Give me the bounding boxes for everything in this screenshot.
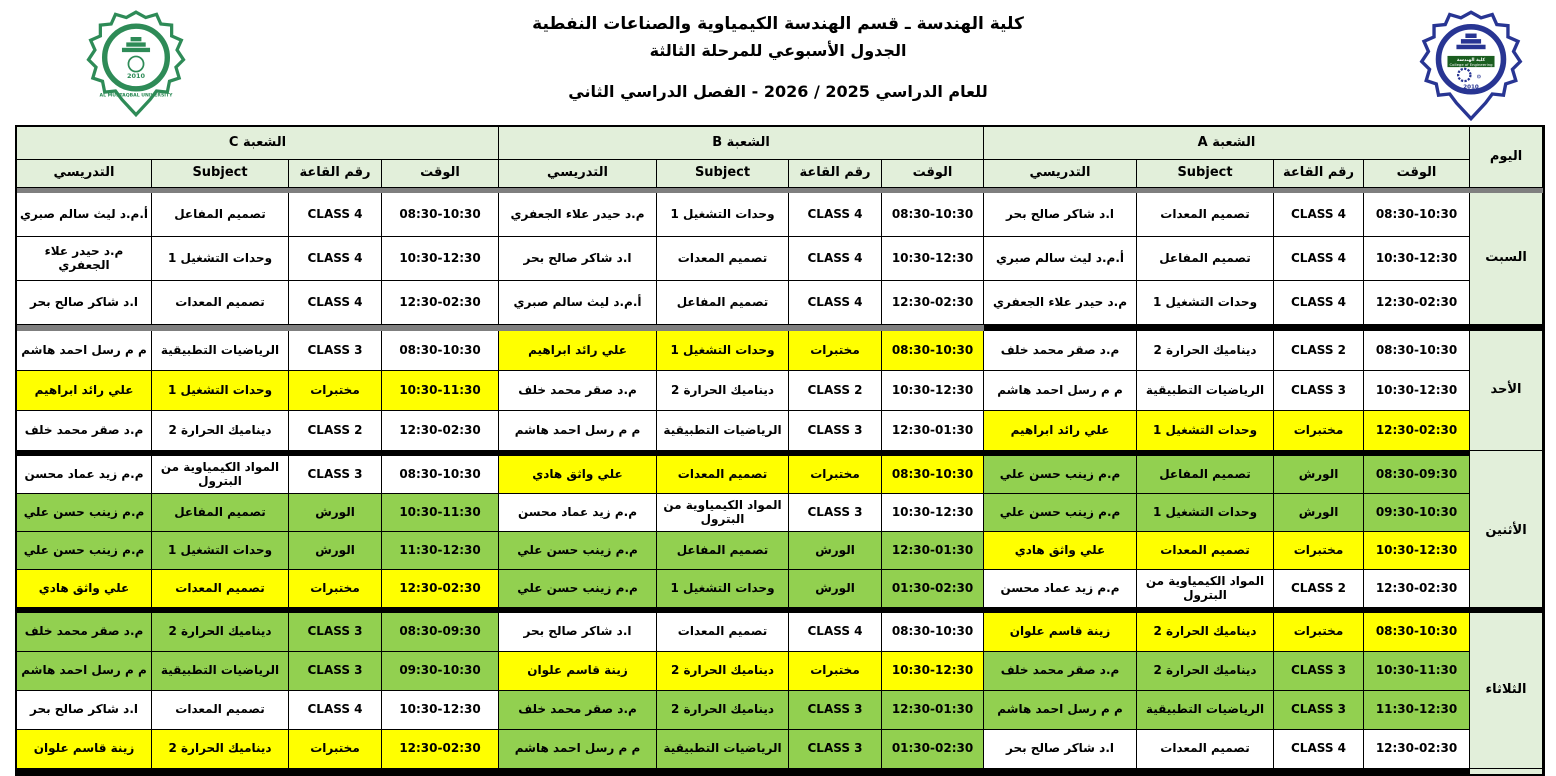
room-cell: CLASS 3	[289, 652, 382, 691]
time-cell: 12:30-02:30	[382, 570, 499, 608]
teacher-cell: ا.د شاكر صالح بحر	[499, 613, 657, 652]
subject-cell: وحدات التشغيل 1	[1137, 411, 1274, 451]
day-cell-sunday: الأحد	[1470, 331, 1543, 451]
time-cell: 08:30-10:30	[382, 193, 499, 237]
subject-cell: الرياضيات التطبيقية	[1137, 371, 1274, 411]
subject-cell: وحدات التشغيل 1	[152, 532, 289, 570]
room-cell: CLASS 4	[289, 691, 382, 730]
time-cell: 09:30-10:30	[1364, 494, 1470, 532]
subject-cell: الرياضيات التطبيقية	[1137, 691, 1274, 730]
time-cell: 08:30-10:30	[882, 456, 984, 494]
column-header-time: الوقت	[382, 160, 499, 188]
subject-cell: الرياضيات التطبيقية	[657, 730, 789, 769]
day-cell-monday: الأثنين	[1470, 456, 1543, 608]
column-header-teacher: التدريسي	[499, 160, 657, 188]
teacher-cell: ا.د شاكر صالح بحر	[984, 193, 1137, 237]
teacher-cell: زينة قاسم علوان	[984, 613, 1137, 652]
teacher-cell: علي رائد ابراهيم	[499, 331, 657, 371]
room-cell: مختبرات	[1274, 532, 1364, 570]
room-cell: CLASS 3	[289, 613, 382, 652]
room-cell: مختبرات	[289, 570, 382, 608]
teacher-cell: م م رسل احمد هاشم	[984, 371, 1137, 411]
room-cell: CLASS 3	[789, 494, 882, 532]
room-cell: الورش	[289, 532, 382, 570]
room-cell: CLASS 3	[1274, 371, 1364, 411]
room-cell: الورش	[1274, 456, 1364, 494]
teacher-cell: م م رسل احمد هاشم	[499, 411, 657, 451]
room-cell: الورش	[789, 570, 882, 608]
time-cell: 10:30-12:30	[1364, 532, 1470, 570]
subject-cell: ديناميك الحرارة 2	[657, 652, 789, 691]
teacher-cell: م.د حيدر علاء الجعفري	[984, 281, 1137, 325]
subject-cell: وحدات التشغيل 1	[152, 371, 289, 411]
time-cell: 12:30-02:30	[382, 281, 499, 325]
teacher-cell: م.م زينب حسن علي	[984, 456, 1137, 494]
teacher-cell: م.د صقر محمد خلف	[984, 652, 1137, 691]
teacher-cell: أ.م.د ليث سالم صبري	[984, 237, 1137, 281]
room-cell: CLASS 3	[1274, 652, 1364, 691]
time-cell: 10:30-11:30	[382, 371, 499, 411]
room-cell: CLASS 4	[789, 613, 882, 652]
column-header-room: رقم القاعة	[289, 160, 382, 188]
time-cell: 10:30-12:30	[1364, 371, 1470, 411]
subject-cell: ديناميك الحرارة 2	[1137, 652, 1274, 691]
separator	[1470, 769, 1543, 774]
subject-cell: ديناميك الحرارة 2	[1137, 613, 1274, 652]
teacher-cell: زينة قاسم علوان	[499, 652, 657, 691]
room-cell: مختبرات	[1274, 613, 1364, 652]
teacher-cell: أ.م.د ليث سالم صبري	[17, 193, 152, 237]
room-cell: CLASS 4	[789, 193, 882, 237]
time-cell: 10:30-12:30	[882, 371, 984, 411]
subject-cell: ديناميك الحرارة 2	[152, 613, 289, 652]
separator	[17, 769, 1470, 774]
subject-cell: تصميم المعدات	[152, 691, 289, 730]
room-cell: CLASS 4	[1274, 237, 1364, 281]
time-cell: 12:30-02:30	[1364, 411, 1470, 451]
subject-cell: وحدات التشغيل 1	[1137, 281, 1274, 325]
teacher-cell: م.م زينب حسن علي	[499, 570, 657, 608]
time-cell: 10:30-12:30	[882, 494, 984, 532]
room-cell: CLASS 3	[289, 456, 382, 494]
time-cell: 12:30-02:30	[1364, 281, 1470, 325]
teacher-cell: م.د حيدر علاء الجعفري	[499, 193, 657, 237]
section-header-a: الشعبة A	[984, 127, 1470, 160]
time-cell: 10:30-12:30	[382, 691, 499, 730]
logo-year: 2010	[1463, 84, 1479, 91]
room-cell: الورش	[289, 494, 382, 532]
room-cell: مختبرات	[289, 371, 382, 411]
subject-cell: تصميم المفاعل	[152, 494, 289, 532]
room-cell: CLASS 3	[789, 730, 882, 769]
time-cell: 12:30-01:30	[882, 411, 984, 451]
subject-cell: المواد الكيمياوية من البترول	[1137, 570, 1274, 608]
teacher-cell: ا.د شاكر صالح بحر	[17, 691, 152, 730]
time-cell: 10:30-11:30	[1364, 652, 1470, 691]
subject-cell: تصميم المعدات	[152, 570, 289, 608]
teacher-cell: م.د صقر محمد خلف	[17, 613, 152, 652]
subject-cell: تصميم المعدات	[1137, 532, 1274, 570]
room-cell: CLASS 4	[1274, 193, 1364, 237]
room-cell: مختبرات	[789, 652, 882, 691]
time-cell: 08:30-09:30	[382, 613, 499, 652]
teacher-cell: م.د صقر محمد خلف	[984, 331, 1137, 371]
time-cell: 12:30-01:30	[882, 691, 984, 730]
subject-cell: وحدات التشغيل 1	[657, 331, 789, 371]
subject-cell: تصميم المعدات	[152, 281, 289, 325]
teacher-cell: م.د صقر محمد خلف	[499, 371, 657, 411]
room-cell: CLASS 4	[289, 193, 382, 237]
subject-cell: الرياضيات التطبيقية	[152, 652, 289, 691]
teacher-cell: م.م زيد عماد محسن	[499, 494, 657, 532]
column-header-subject: Subject	[1137, 160, 1274, 188]
teacher-cell: م م رسل احمد هاشم	[17, 331, 152, 371]
teacher-cell: م م رسل احمد هاشم	[984, 691, 1137, 730]
time-cell: 08:30-10:30	[1364, 331, 1470, 371]
section-header-c: الشعبة C	[17, 127, 499, 160]
teacher-cell: م.م زيد عماد محسن	[17, 456, 152, 494]
day-cell-tuesday: الثلاثاء	[1470, 613, 1543, 769]
time-cell: 12:30-02:30	[1364, 570, 1470, 608]
teacher-cell: ا.د شاكر صالح بحر	[984, 730, 1137, 769]
logo-year: 2010	[126, 72, 146, 81]
room-cell: CLASS 4	[789, 237, 882, 281]
time-cell: 12:30-02:30	[382, 730, 499, 769]
subject-cell: تصميم المعدات	[1137, 193, 1274, 237]
subject-cell: تصميم المعدات	[1137, 730, 1274, 769]
time-cell: 01:30-02:30	[882, 730, 984, 769]
title-line-3: للعام الدراسي 2025 / 2026 - الفصل الدراسي الثاني	[568, 82, 988, 101]
time-cell: 09:30-10:30	[382, 652, 499, 691]
room-cell: مختبرات	[1274, 411, 1364, 451]
room-cell: CLASS 4	[1274, 730, 1364, 769]
teacher-cell: علي واثق هادي	[17, 570, 152, 608]
teacher-cell: م م رسل احمد هاشم	[499, 730, 657, 769]
subject-cell: ديناميك الحرارة 2	[657, 691, 789, 730]
teacher-cell: أ.م.د ليث سالم صبري	[499, 281, 657, 325]
room-cell: CLASS 4	[289, 237, 382, 281]
subject-cell: وحدات التشغيل 1	[1137, 494, 1274, 532]
subject-cell: ديناميك الحرارة 2	[152, 730, 289, 769]
subject-cell: وحدات التشغيل 1	[657, 193, 789, 237]
room-cell: مختبرات	[289, 730, 382, 769]
column-header-teacher: التدريسي	[984, 160, 1137, 188]
room-cell: CLASS 2	[289, 411, 382, 451]
room-cell: مختبرات	[789, 456, 882, 494]
subject-cell: تصميم المعدات	[657, 237, 789, 281]
subject-cell: تصميم المفاعل	[1137, 237, 1274, 281]
section-header-b: الشعبة B	[499, 127, 984, 160]
room-cell: CLASS 2	[1274, 331, 1364, 371]
teacher-cell: م.م زيد عماد محسن	[984, 570, 1137, 608]
room-cell: CLASS 4	[289, 281, 382, 325]
room-cell: CLASS 3	[789, 411, 882, 451]
subject-cell: ديناميك الحرارة 2	[1137, 331, 1274, 371]
teacher-cell: م م رسل احمد هاشم	[17, 652, 152, 691]
column-header-time: الوقت	[1364, 160, 1470, 188]
teacher-cell: علي رائد ابراهيم	[17, 371, 152, 411]
time-cell: 08:30-10:30	[382, 456, 499, 494]
teacher-cell: علي رائد ابراهيم	[984, 411, 1137, 451]
time-cell: 11:30-12:30	[382, 532, 499, 570]
room-cell: الورش	[1274, 494, 1364, 532]
subject-cell: المواد الكيمياوية من البترول	[152, 456, 289, 494]
time-cell: 10:30-12:30	[382, 237, 499, 281]
day-cell-saturday: السبت	[1470, 193, 1543, 325]
subject-cell: وحدات التشغيل 1	[152, 237, 289, 281]
time-cell: 08:30-10:30	[882, 193, 984, 237]
time-cell: 08:30-09:30	[1364, 456, 1470, 494]
teacher-cell: م.م زينب حسن علي	[984, 494, 1137, 532]
time-cell: 11:30-12:30	[1364, 691, 1470, 730]
compass-mark: ⚙	[1476, 74, 1482, 81]
subject-cell: وحدات التشغيل 1	[657, 570, 789, 608]
teacher-cell: علي واثق هادي	[984, 532, 1137, 570]
document-header	[0, 14, 1556, 101]
time-cell: 10:30-11:30	[382, 494, 499, 532]
banner-text-english: College of Engineering	[1449, 62, 1493, 67]
column-header-room: رقم القاعة	[789, 160, 882, 188]
subject-cell: تصميم المفاعل	[1137, 456, 1274, 494]
teacher-cell: زينة قاسم علوان	[17, 730, 152, 769]
subject-cell: تصميم المفاعل	[657, 281, 789, 325]
room-cell: الورش	[789, 532, 882, 570]
teacher-cell: م.د صقر محمد خلف	[17, 411, 152, 451]
subject-cell: المواد الكيمياوية من البترول	[657, 494, 789, 532]
room-cell: CLASS 3	[789, 691, 882, 730]
column-header-subject: Subject	[657, 160, 789, 188]
time-cell: 08:30-10:30	[382, 331, 499, 371]
teacher-cell: م.م زينب حسن علي	[499, 532, 657, 570]
time-cell: 12:30-02:30	[882, 281, 984, 325]
time-cell: 10:30-12:30	[1364, 237, 1470, 281]
subject-cell: تصميم المعدات	[657, 456, 789, 494]
room-cell: CLASS 3	[289, 331, 382, 371]
title-line-2: الجدول الأسبوعي للمرحلة الثالثة	[649, 41, 907, 60]
subject-cell: ديناميك الحرارة 2	[152, 411, 289, 451]
room-cell: CLASS 3	[1274, 691, 1364, 730]
column-header-time: الوقت	[882, 160, 984, 188]
room-cell: CLASS 4	[789, 281, 882, 325]
column-header-teacher: التدريسي	[17, 160, 152, 188]
time-cell: 12:30-02:30	[1364, 730, 1470, 769]
time-cell: 12:30-02:30	[382, 411, 499, 451]
teacher-cell: علي واثق هادي	[499, 456, 657, 494]
logo-university-name: AL MUSTAQBAL UNIVERSITY	[99, 93, 173, 99]
time-cell: 01:30-02:30	[882, 570, 984, 608]
subject-cell: الرياضيات التطبيقية	[152, 331, 289, 371]
teacher-cell: ا.د شاكر صالح بحر	[17, 281, 152, 325]
column-header-subject: Subject	[152, 160, 289, 188]
teacher-cell: ا.د شاكر صالح بحر	[499, 237, 657, 281]
room-cell: CLASS 4	[1274, 281, 1364, 325]
teacher-cell: م.د حيدر علاء الجعفري	[17, 237, 152, 281]
teacher-cell: م.د صقر محمد خلف	[499, 691, 657, 730]
teacher-cell: م.م زينب حسن علي	[17, 494, 152, 532]
room-cell: CLASS 2	[789, 371, 882, 411]
subject-cell: ديناميك الحرارة 2	[657, 371, 789, 411]
day-column-header: اليوم	[1470, 127, 1543, 188]
time-cell: 12:30-01:30	[882, 532, 984, 570]
column-header-room: رقم القاعة	[1274, 160, 1364, 188]
subject-cell: الرياضيات التطبيقية	[657, 411, 789, 451]
subject-cell: تصميم المفاعل	[152, 193, 289, 237]
teacher-cell: م.م زينب حسن علي	[17, 532, 152, 570]
time-cell: 08:30-10:30	[1364, 613, 1470, 652]
time-cell: 10:30-12:30	[882, 237, 984, 281]
time-cell: 08:30-10:30	[1364, 193, 1470, 237]
time-cell: 08:30-10:30	[882, 613, 984, 652]
time-cell: 10:30-12:30	[882, 652, 984, 691]
title-line-1: كلية الهندسة ـ قسم الهندسة الكيمياوية والصناعات النفطية	[532, 14, 1024, 34]
time-cell: 08:30-10:30	[882, 331, 984, 371]
subject-cell: تصميم المعدات	[657, 613, 789, 652]
room-cell: CLASS 2	[1274, 570, 1364, 608]
subject-cell: تصميم المفاعل	[657, 532, 789, 570]
room-cell: مختبرات	[789, 331, 882, 371]
weekly-schedule-table	[15, 125, 1545, 776]
banner-text-arabic: كلية الهندسة	[1456, 57, 1486, 63]
